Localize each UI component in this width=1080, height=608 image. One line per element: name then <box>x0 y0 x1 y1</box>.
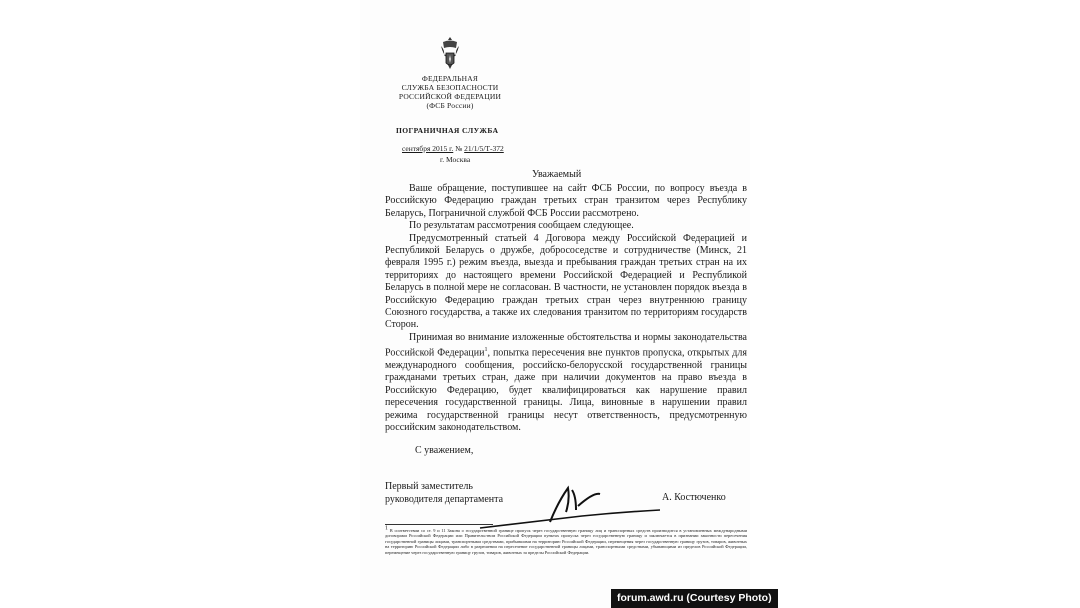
letterhead <box>380 36 520 110</box>
number-label: № <box>455 144 463 153</box>
paragraph <box>385 332 747 435</box>
footnote-text: В соответствии со ст. 9 и 11 Закона о государственной границе пропуск через государственную границу лиц и транспортных средств производится в установленных международными договорами Российской Федерации или Правительством Российской Федерации пунктах пропуска через государственную границу и заключается в признании законности пересечения государственной границы лицами, транспортными средствами, прибывшими на территорию Российской Федерации, перемещения через государственную границу грузов, товаров, животных на территорию Российской Федерации либо в разрешении на пересечение государственной границы лицами, транспортными средствами, убывающими из пределов Российской Федерации, перемещение через государственную границу грузов, товаров, животных за пределы Российской Федерации. <box>385 528 747 555</box>
position-line: Первый заместитель <box>385 481 473 492</box>
agency-line: СЛУЖБА БЕЗОПАСНОСТИ <box>401 83 499 92</box>
agency-line: (ФСБ России) <box>426 101 474 110</box>
paragraph: Предусмотренный статьей 4 Договора между Российской Федерацией и Республикой Беларусь о дружбе, добрососедстве и сотрудничестве (Минск, 21 февраля 1995 г.) режим въезда, выезда и пребывания граждан третьих стран на их территориях до настоящего времени Российской Федерацией и Республикой Беларусь в полной мере не согласован. В частности, не установлен порядок въезда в Российскую Федерацию граждан третьих стран через внутреннюю границу Союзного государства, а также их следования транзитом по территориям государств Сторон. <box>385 232 747 331</box>
letter-document <box>360 0 750 608</box>
paragraph-text: Принимая во внимание изложенные обстоятельства и нормы законодательства Российской Федерации <box>385 331 747 359</box>
agency-line: ФЕДЕРАЛЬНАЯ <box>421 74 479 83</box>
letter-number: 21/1/5/Т-372 <box>464 144 504 153</box>
letter-date: сентября 2015 г. <box>402 144 454 153</box>
paragraph-text: , попытка пересечения вне пунктов пропуска, открытых для международного сообщения, российско-белорусской государственной границы гражданами третьих стран, даже при наличии документов на право въезда в Российскую Федерацию, будет квалифицироваться как нарушение правил пересечения государственной границы. Лица, виновные в нарушении правил режима государственной границы несут ответственность, предусмотренную российским законодательством. <box>385 347 747 434</box>
footnote-ref: 1 <box>484 347 488 354</box>
fsb-emblem-icon <box>439 36 461 70</box>
footnote <box>385 525 747 555</box>
greeting: Уважаемый <box>532 169 582 180</box>
footnote-mark: 1 <box>385 525 388 532</box>
paragraph: Ваше обращение, поступившее на сайт ФСБ России, по вопросу въезда в Российскую Федерацию граждан третьих стран транзитом через Республику Беларусь, Пограничной службой ФСБ России рассмотрено. <box>385 183 747 219</box>
date-and-number <box>402 144 504 153</box>
closing-regards: С уважением, <box>415 445 474 456</box>
city: г. Москва <box>440 155 471 164</box>
footnote-divider <box>385 524 493 525</box>
position-line: руководителя департамента <box>385 494 504 505</box>
photo-credit: forum.awd.ru (Courtesy Photo) <box>611 589 778 608</box>
handwritten-signature <box>472 482 662 530</box>
paragraph: По результатам рассмотрения сообщаем следующее. <box>409 220 634 232</box>
signatory-name: А. Костюченко <box>662 492 726 503</box>
service-name: ПОГРАНИЧНАЯ СЛУЖБА <box>396 126 499 135</box>
letter-body <box>385 183 747 434</box>
agency-line: РОССИЙСКОЙ ФЕДЕРАЦИИ <box>398 92 502 101</box>
